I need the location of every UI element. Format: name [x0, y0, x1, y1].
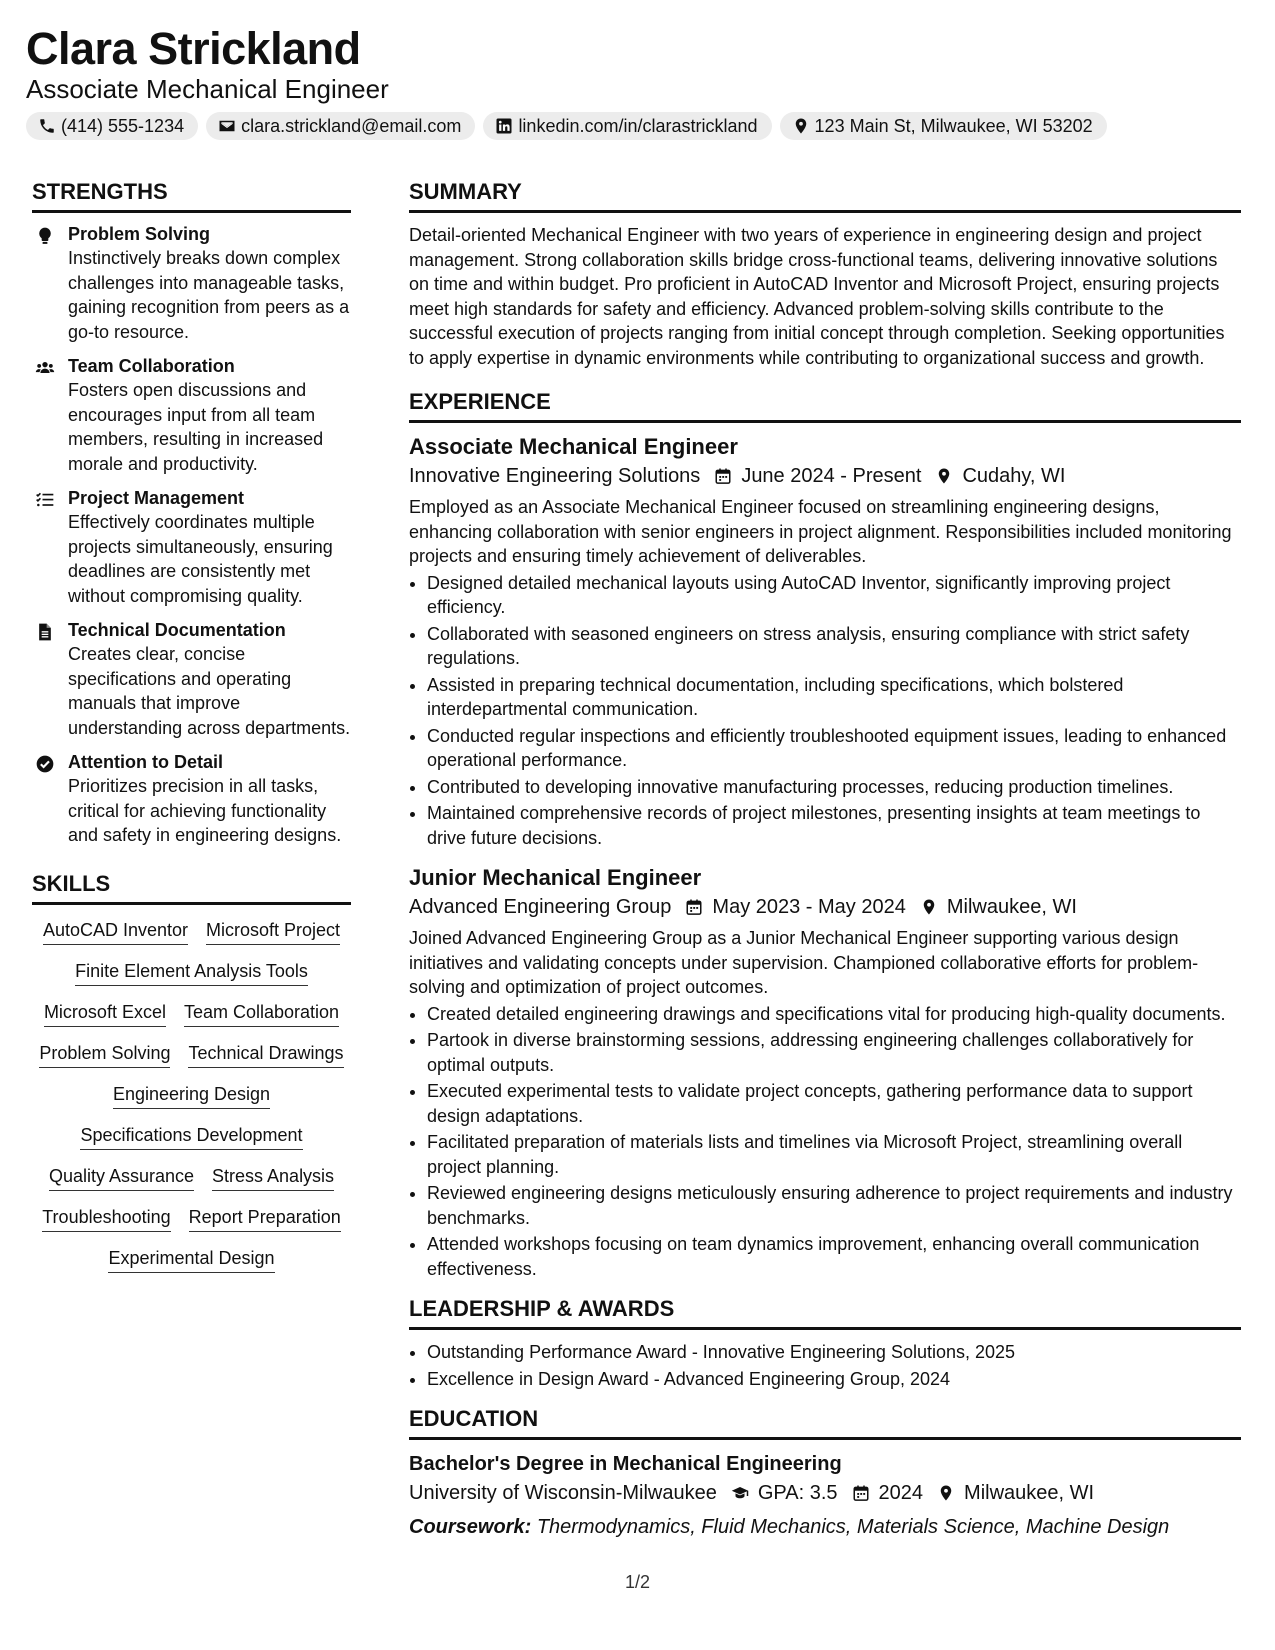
job-entry	[409, 864, 1241, 1281]
strength-desc: Effectively coordinates multiple projects simultaneously, ensuring deadlines are consistently met without compromising quality.	[68, 512, 333, 606]
bullet-item: • Assisted in preparing technical documentation, including specifications, which bolstered interdepartmental communication.	[427, 673, 1241, 722]
job-bullets	[409, 1002, 1241, 1282]
school-location: Milwaukee, WI	[964, 1482, 1095, 1504]
degree-title: Bachelor's Degree in Mechanical Engineering	[409, 1453, 842, 1475]
job-description: Employed as an Associate Mechanical Engineer focused on streamlining engineering designs, enhancing collaboration with senior engineers in project alignment. Responsibilities included monitoring projects and ensuring timely achievement of deliverables.	[409, 497, 1232, 566]
bullet-item: • Partook in diverse brainstorming sessions, addressing engineering challenges collaboratively for optimal outputs.	[427, 1028, 1241, 1077]
strength-title: Technical Documentation	[68, 620, 286, 640]
document-icon	[35, 622, 55, 642]
awards-list	[409, 1340, 1241, 1391]
bullet-item: • Reviewed engineering designs meticulously ensuring adherence to project requirements and industry benchmarks.	[427, 1181, 1241, 1230]
strength-title: Attention to Detail	[68, 752, 223, 772]
users-icon	[35, 358, 55, 378]
skill-tag: AutoCAD Inventor	[43, 919, 188, 945]
resume-header	[26, 22, 1249, 140]
job-bullets	[409, 571, 1241, 851]
job-dates: May 2023 - May 2024	[712, 896, 906, 918]
graduation-year: 2024	[878, 1482, 924, 1504]
contact-phone-text: (414) 555-1234	[61, 116, 185, 136]
phone-icon	[38, 117, 56, 135]
summary-text: Detail-oriented Mechanical Engineer with two years of experience in engineering design and project management. Strong collaboration skills bridge cross-functional teams, delivering innovative solutions on time and within budget. Pro proficient in AutoCAD Inventor and Microsoft Project, ensuring projects meet high standards for safety and efficiency. Advanced problem-solving skills contribute to the successful execution of projects ranging from initial concept through completion. Seeking opportunities to apply expertise in dynamic environments while contributing to organizational success and growth.	[409, 225, 1225, 368]
skills-list	[32, 919, 351, 1273]
strength-title: Project Management	[68, 488, 245, 508]
left-column	[32, 178, 351, 1273]
map-pin-icon	[920, 898, 938, 916]
job-company: Innovative Engineering Solutions	[409, 465, 701, 487]
bullet-item: • Contributed to developing innovative manufacturing processes, reducing production timelines.	[427, 775, 1241, 800]
bullet-item: • Maintained comprehensive records of project milestones, presenting insights at team meetings to drive future decisions.	[427, 801, 1241, 850]
map-pin-icon	[935, 467, 953, 485]
school-name: University of Wisconsin-Milwaukee	[409, 1482, 717, 1504]
strength-item	[32, 487, 351, 608]
strength-desc: Fosters open discussions and encourages input from all team members, resulting in increased morale and productivity.	[68, 380, 324, 474]
skill-tag: Specifications Development	[80, 1124, 302, 1150]
lightbulb-icon	[35, 226, 55, 246]
skill-tag: Team Collaboration	[184, 1001, 339, 1027]
skill-tag: Report Preparation	[189, 1206, 341, 1232]
skill-tag: Technical Drawings	[188, 1042, 343, 1068]
strength-title: Team Collaboration	[68, 356, 235, 376]
bullet-item: • Conducted regular inspections and efficiently troubleshooted equipment issues, leading to enhanced operational performance.	[427, 724, 1241, 773]
strengths-heading: STRENGTHS	[32, 178, 351, 213]
strength-item	[32, 355, 351, 476]
check-circle-icon	[35, 754, 55, 774]
strength-item	[32, 751, 351, 848]
graduation-cap-icon	[731, 1484, 749, 1502]
skill-tag: Microsoft Project	[206, 919, 340, 945]
page-number: 1/2	[624, 1572, 651, 1592]
skill-tag: Experimental Design	[108, 1247, 274, 1273]
contact-email[interactable]	[206, 112, 475, 140]
job-meta	[409, 892, 1241, 922]
coursework	[409, 1512, 1241, 1542]
award-item: • Excellence in Design Award - Advanced Engineering Group, 2024	[427, 1367, 1241, 1392]
job-dates: June 2024 - Present	[741, 465, 922, 487]
contact-linkedin[interactable]	[483, 112, 771, 140]
contact-address-text: 123 Main St, Milwaukee, WI 53202	[814, 116, 1093, 136]
bullet-item: • Created detailed engineering drawings and specifications vital for producing high-quality documents.	[427, 1002, 1241, 1027]
contact-email-text: clara.strickland@email.com	[241, 116, 462, 136]
skill-tag: Microsoft Excel	[44, 1001, 166, 1027]
skill-tag: Troubleshooting	[42, 1206, 170, 1232]
strength-desc: Instinctively breaks down complex challenges into manageable tasks, gaining recognition from peers as a go-to resource.	[68, 248, 350, 342]
calendar-icon	[714, 467, 732, 485]
experience-heading: EXPERIENCE	[409, 388, 1241, 423]
contact-address	[780, 112, 1107, 140]
bullet-item: • Attended workshops focusing on team dynamics improvement, enhancing overall communication effectiveness.	[427, 1232, 1241, 1281]
skill-tag: Engineering Design	[113, 1083, 270, 1109]
right-column	[409, 178, 1241, 1542]
bullet-item: • Facilitated preparation of materials lists and timelines via Microsoft Project, streamlining overall project planning.	[427, 1130, 1241, 1179]
job-title: Junior Mechanical Engineer	[409, 865, 702, 890]
education-meta	[409, 1478, 1241, 1508]
strength-item	[32, 223, 351, 344]
candidate-title: Associate Mechanical Engineer	[26, 74, 389, 104]
job-company: Advanced Engineering Group	[409, 896, 672, 918]
contact-bar	[26, 112, 1249, 140]
skill-tag: Problem Solving	[39, 1042, 170, 1068]
calendar-icon	[685, 898, 703, 916]
job-location: Cudahy, WI	[962, 465, 1066, 487]
award-item: • Outstanding Performance Award - Innovative Engineering Solutions, 2025	[427, 1340, 1241, 1365]
skills-heading: SKILLS	[32, 870, 351, 905]
strength-desc: Creates clear, concise specifications and operating manuals that improve understanding across departments.	[68, 644, 351, 738]
bullet-item: • Designed detailed mechanical layouts using AutoCAD Inventor, significantly improving project efficiency.	[427, 571, 1241, 620]
strength-item	[32, 619, 351, 740]
coursework-label: Coursework:	[409, 1516, 532, 1538]
candidate-name: Clara Strickland	[26, 23, 361, 74]
bullet-item: • Collaborated with seasoned engineers on stress analysis, ensuring compliance with strict safety regulations.	[427, 622, 1241, 671]
skill-tag: Quality Assurance	[49, 1165, 194, 1191]
envelope-icon	[218, 117, 236, 135]
job-location: Milwaukee, WI	[946, 896, 1077, 918]
job-entry	[409, 433, 1241, 850]
strength-title: Problem Solving	[68, 224, 211, 244]
coursework-text: Thermodynamics, Fluid Mechanics, Materials Science, Machine Design	[536, 1516, 1170, 1538]
contact-linkedin-text: linkedin.com/in/clarastrickland	[518, 116, 758, 136]
task-list-icon	[35, 490, 55, 510]
gpa-text: GPA: 3.5	[757, 1482, 838, 1504]
job-meta	[409, 461, 1241, 491]
job-description: Joined Advanced Engineering Group as a Junior Mechanical Engineer supporting various design initiatives and validating concepts under supervision. Championed collaborative efforts for problem-solving and optimization of project outcomes.	[409, 928, 1199, 997]
education-heading: EDUCATION	[409, 1405, 1241, 1440]
skill-tag: Stress Analysis	[212, 1165, 334, 1191]
map-pin-icon	[792, 117, 810, 135]
skill-tag: Finite Element Analysis Tools	[75, 960, 308, 986]
calendar-icon	[852, 1484, 870, 1502]
job-title: Associate Mechanical Engineer	[409, 434, 738, 459]
map-pin-icon	[937, 1484, 955, 1502]
bullet-item: • Executed experimental tests to validate project concepts, gathering performance data to support design adaptations.	[427, 1079, 1241, 1128]
strength-desc: Prioritizes precision in all tasks, critical for achieving functionality and safety in engineering designs.	[68, 776, 342, 845]
contact-phone[interactable]	[26, 112, 198, 140]
awards-heading: LEADERSHIP & AWARDS	[409, 1295, 1241, 1330]
summary-heading: SUMMARY	[409, 178, 1241, 213]
linkedin-icon	[495, 117, 513, 135]
